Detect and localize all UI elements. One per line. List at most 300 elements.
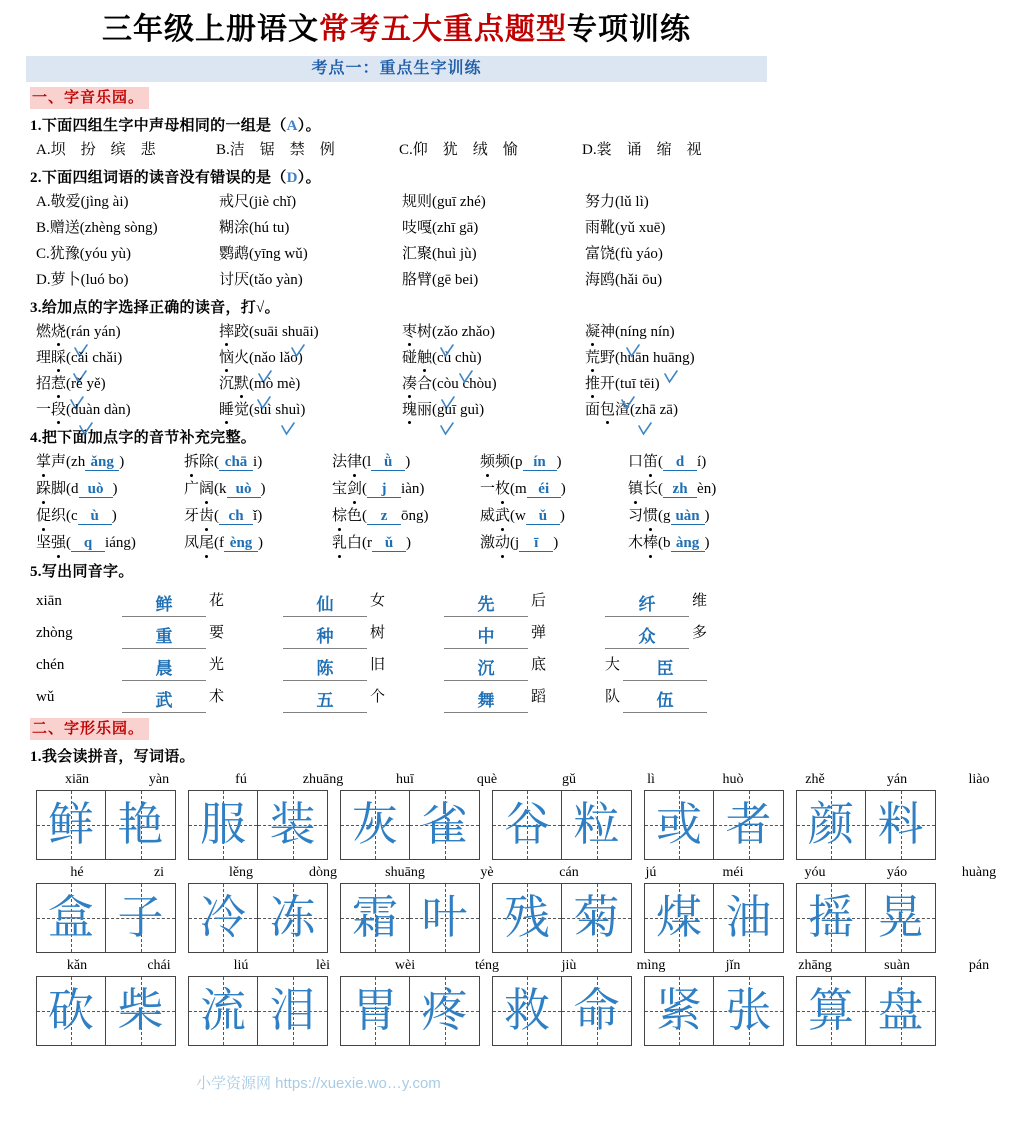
homophone-pinyin: wǔ: [36, 689, 55, 705]
pinyin-choice-item[interactable]: 枣树(zǎo zhǎo): [402, 319, 585, 345]
homophone-cell[interactable]: [283, 681, 444, 713]
pinyin-hint: yán: [886, 772, 908, 787]
written-character: 张: [725, 985, 772, 1036]
character-box[interactable]: [340, 790, 410, 860]
pinyin-choice-item[interactable]: 碰触(cù chù ): [402, 345, 585, 371]
homophone-answer[interactable]: 陈: [283, 658, 367, 681]
character-box[interactable]: [410, 790, 480, 860]
pinyin-hint: shuāng: [385, 865, 425, 880]
question-1-suffix: ）。: [297, 118, 321, 134]
pinyin-choice-item[interactable]: 推开(tuī tēi): [585, 371, 768, 397]
pinyin-hint: gǔ: [562, 772, 576, 787]
homophone-tail: 蹈: [531, 689, 547, 705]
selected-pinyin[interactable]: rán: [71, 319, 90, 345]
selected-pinyin[interactable]: nǎo: [254, 345, 276, 371]
syllable-fill-item[interactable]: 乳白(r ǔ ): [332, 530, 480, 557]
question-3-prompt: 3.给加点的字选择正确的读音，打√。: [30, 300, 280, 316]
written-character: 算: [808, 985, 854, 1036]
title-part2: 专项训练: [567, 13, 691, 46]
pinyin-hint: chái: [147, 958, 171, 973]
character-box[interactable]: [410, 976, 480, 1046]
written-character: 疼: [421, 985, 468, 1036]
pinyin-hint: yáo: [886, 865, 908, 880]
pinyin-choice-item[interactable]: 摔跤(suāi shuāi ): [219, 319, 402, 345]
word-with-pinyin: C.犹豫(yóu yù): [36, 246, 132, 262]
syllable-answer[interactable]: ǔ: [526, 508, 560, 525]
character-box[interactable]: [258, 976, 328, 1046]
check-mark-icon: [281, 422, 295, 436]
pinyin-hint: hé: [70, 865, 84, 880]
word-box-group: [796, 790, 936, 860]
syllable-fill-item[interactable]: 拆除( chā i): [184, 449, 332, 476]
homophone-cell[interactable]: [283, 585, 444, 617]
written-character: 冻: [269, 892, 316, 943]
pinyin-choice-item[interactable]: 瑰丽(guī guì): [402, 397, 585, 423]
pinyin-hint: dòng: [309, 865, 337, 880]
pinyin-writing-grids: [36, 770, 997, 1046]
syllable-answer[interactable]: àng: [671, 535, 705, 552]
syllable-fill-item[interactable]: 棕色( z ōng): [332, 503, 480, 530]
homophone-cell[interactable]: [444, 681, 605, 713]
pinyin-hint: lì: [647, 772, 655, 787]
writing-row: [36, 956, 990, 1046]
syllable-answer[interactable]: ǔ: [372, 535, 406, 552]
syllable-answer[interactable]: éi: [527, 481, 561, 498]
homophone-cell[interactable]: [444, 585, 605, 617]
syllable-fill-item[interactable]: 促织(c ù ): [36, 503, 184, 530]
selected-pinyin[interactable]: huāng: [653, 345, 690, 371]
check-mark-icon: [626, 344, 640, 358]
written-character: 颜: [808, 799, 854, 850]
question-1-options: [36, 137, 767, 163]
homophone-cell[interactable]: [122, 649, 283, 681]
written-character: 谷: [504, 799, 550, 850]
word-box-group: [796, 976, 936, 1046]
syllable-fill-item[interactable]: 口笛( d í): [628, 449, 776, 476]
pinyin-hint: kǎn: [66, 958, 88, 973]
pinyin-option[interactable]: tēi: [639, 376, 655, 392]
character-box[interactable]: [714, 790, 784, 860]
syllable-fill-item[interactable]: 坚强( q iáng): [36, 530, 184, 557]
pinyin-choice-item[interactable]: 一段(duàn dàn): [36, 397, 219, 423]
homophone-pinyin: chén: [36, 657, 65, 673]
homophone-row: [36, 585, 767, 617]
section-two-heading: 二、字形乐园。: [30, 718, 149, 740]
syllable-answer[interactable]: j: [367, 481, 401, 498]
homophone-answer[interactable]: 纤: [605, 594, 689, 617]
pinyin-hint: què: [476, 772, 498, 787]
written-character: 命: [573, 985, 620, 1036]
word-with-pinyin: 汇聚(huì jù): [402, 246, 477, 262]
word-box-group: [340, 976, 480, 1046]
question-2-option-row: [36, 267, 767, 293]
pinyin-hint: zhě: [805, 772, 825, 787]
pinyin-choice-item[interactable]: 理睬(cǎi chǎi): [36, 345, 219, 371]
written-character: 胃: [352, 985, 398, 1036]
character-box[interactable]: [106, 790, 176, 860]
syllable-answer[interactable]: q: [71, 535, 105, 552]
character-box[interactable]: [492, 976, 562, 1046]
question-1-option[interactable]: C.仰 犹 绒 愉: [399, 142, 518, 158]
question-4-prompt: 4.把下面加点字的音节补充完整。: [30, 430, 257, 446]
homophone-answer[interactable]: 重: [122, 626, 206, 649]
character-box[interactable]: [562, 976, 632, 1046]
written-character: 或: [656, 799, 702, 850]
homophone-tail: 光: [209, 657, 225, 673]
question-2-answer[interactable]: D: [286, 170, 298, 186]
pinyin-hint: zhāng: [798, 958, 832, 973]
word-box-group: [340, 883, 480, 953]
syllable-answer[interactable]: chā: [219, 454, 253, 471]
homophone-cell[interactable]: [605, 681, 766, 713]
homophone-row: [36, 681, 767, 713]
pinyin-option[interactable]: nín: [650, 324, 670, 340]
word-with-pinyin: 富饶(fù yáo): [585, 246, 663, 262]
homophone-row: [36, 617, 767, 649]
pinyin-hint: huàng: [961, 865, 997, 880]
section-one: [26, 82, 767, 713]
pinyin-choice-item[interactable]: 招惹(rě yě): [36, 371, 219, 397]
pinyin-hint: yàn: [148, 772, 170, 787]
homophone-cell[interactable]: [122, 585, 283, 617]
word-with-pinyin: 吱嘎(zhī gā): [402, 220, 479, 236]
writing-row: [36, 770, 990, 860]
pinyin-hint: yè: [480, 865, 494, 880]
pinyin-choice-item[interactable]: 凑合(còu chòu): [402, 371, 585, 397]
syllable-answer[interactable]: d: [663, 454, 697, 471]
selected-pinyin[interactable]: zǎo: [437, 319, 458, 345]
pinyin-hint: zhuāng: [302, 772, 344, 787]
syllable-answer[interactable]: èng: [224, 535, 258, 552]
pinyin-hint: téng: [474, 958, 500, 973]
word-box-group: [188, 976, 328, 1046]
question-4-items: [36, 449, 767, 557]
homophone-answer[interactable]: 臣: [623, 658, 707, 681]
written-character: 灰: [352, 799, 398, 850]
selected-pinyin[interactable]: còu: [437, 371, 459, 397]
homophone-pinyin: xiān: [36, 593, 62, 609]
homophone-row: [36, 649, 767, 681]
character-box[interactable]: [796, 790, 866, 860]
selected-pinyin[interactable]: cǎi: [71, 345, 88, 371]
pinyin-choice-row: [36, 319, 767, 345]
character-box[interactable]: [340, 976, 410, 1046]
homophone-cell[interactable]: [605, 585, 766, 617]
homophone-answer[interactable]: 伍: [623, 690, 707, 713]
syllable-fill-item[interactable]: 凤尾(f èng ): [184, 530, 332, 557]
check-mark-icon: [621, 396, 635, 410]
homophone-tail: 维: [692, 593, 708, 609]
written-character: 服: [200, 799, 246, 850]
word-box-group: [492, 883, 632, 953]
homophone-cell[interactable]: [605, 649, 766, 681]
syllable-fill-item[interactable]: 威武(w ǔ ): [480, 503, 628, 530]
pinyin-option[interactable]: guì: [459, 402, 480, 418]
character-box[interactable]: [714, 883, 784, 953]
pinyin-choice-item[interactable]: 荒野(huān huāng ): [585, 345, 768, 371]
pinyin-option[interactable]: suāi: [254, 324, 279, 340]
pinyin-choice-item[interactable]: 凝神(níng nín): [585, 319, 768, 345]
homophone-tail: 术: [209, 689, 225, 705]
written-character: 盘: [877, 985, 924, 1036]
homophone-cell[interactable]: [283, 649, 444, 681]
written-character: 霜: [352, 892, 398, 943]
character-box[interactable]: [866, 883, 936, 953]
pinyin-option[interactable]: chǎi: [92, 350, 118, 366]
selected-pinyin[interactable]: duàn: [71, 397, 100, 423]
syllable-answer[interactable]: z: [367, 508, 401, 525]
pinyin-option[interactable]: mè: [276, 376, 296, 392]
character-box[interactable]: [562, 883, 632, 953]
check-mark-icon: [257, 396, 271, 410]
selected-pinyin[interactable]: mò: [254, 371, 273, 397]
word-box-group: [492, 790, 632, 860]
selected-pinyin[interactable]: guī: [437, 397, 456, 423]
question-5-items: [36, 585, 767, 713]
homophone-answer[interactable]: 中: [444, 626, 528, 649]
syllable-answer[interactable]: ǜ: [371, 454, 405, 471]
selected-pinyin[interactable]: zhā: [635, 397, 656, 423]
syllable-fill-row: [36, 449, 767, 476]
syllable-fill-item[interactable]: 广阔(k uò ): [184, 476, 332, 503]
syllable-answer[interactable]: ch: [219, 508, 253, 525]
written-character: 盒: [48, 892, 94, 943]
pinyin-option[interactable]: zhǎo: [461, 324, 490, 340]
pinyin-choice-item[interactable]: 沉默(mò mè): [219, 371, 402, 397]
written-character: 摇: [808, 892, 854, 943]
written-character: 者: [725, 799, 772, 850]
written-character: 晃: [877, 892, 924, 943]
homophone-tail: 要: [209, 625, 225, 641]
syllable-answer[interactable]: ǎng: [85, 454, 119, 471]
homophone-lead: 队: [605, 689, 621, 705]
word-box-group: [796, 883, 936, 953]
character-box[interactable]: [106, 883, 176, 953]
pinyin-choice-item[interactable]: 燃烧(rán yán): [36, 319, 219, 345]
written-character: 冷: [200, 892, 246, 943]
homophone-tail: 弹: [531, 625, 547, 641]
exam-point-band: 考点一：重点生字训练: [26, 56, 767, 82]
check-mark-icon: [79, 422, 93, 436]
word-with-pinyin: A.敬爱(jìng ài): [36, 194, 129, 210]
word-box-group: [644, 790, 784, 860]
syllable-fill-item[interactable]: 木棒(b àng ): [628, 530, 776, 557]
question-2-options: [36, 189, 767, 293]
pinyin-hint: xiān: [64, 772, 90, 787]
pinyin-option[interactable]: chòu: [462, 376, 492, 392]
written-character: 子: [117, 892, 164, 943]
word-with-pinyin: 鹦鹉(yīng wǔ): [219, 246, 308, 262]
homophone-answer[interactable]: 沉: [444, 658, 528, 681]
selected-pinyin[interactable]: shuāi: [282, 319, 314, 345]
homophone-tail: 旧: [370, 657, 386, 673]
character-box-line: [36, 883, 924, 953]
word-box-group: [36, 976, 176, 1046]
word-box-group: [188, 790, 328, 860]
syllable-fill-row: [36, 503, 767, 530]
pinyin-choice-item[interactable]: 面包渣(zhā zā): [585, 397, 768, 423]
character-box[interactable]: [188, 790, 258, 860]
homophone-cell[interactable]: [122, 681, 283, 713]
section-one-heading: 一、字音乐园。: [30, 87, 149, 109]
homophone-answer[interactable]: 种: [283, 626, 367, 649]
written-character: 残: [504, 892, 550, 943]
pinyin-hint: jú: [645, 865, 657, 880]
pinyin-choice-item[interactable]: 睡觉(suì shuì ): [219, 397, 402, 423]
word-box-group: [36, 790, 176, 860]
written-character: 菊: [573, 892, 620, 943]
pinyin-option[interactable]: suì: [254, 402, 272, 418]
syllable-answer[interactable]: ín: [523, 454, 557, 471]
character-box-line: [36, 976, 924, 1046]
syllable-answer[interactable]: ù: [78, 508, 112, 525]
character-box[interactable]: [188, 976, 258, 1046]
pinyin-hint: pán: [968, 958, 990, 973]
character-box[interactable]: [340, 883, 410, 953]
syllable-fill-item[interactable]: 宝剑( j iàn): [332, 476, 480, 503]
pinyin-hint: méi: [722, 865, 744, 880]
word-with-pinyin: 讨厌(tǎo yàn): [219, 272, 303, 288]
syllable-fill-item[interactable]: 跺脚(d uò ): [36, 476, 184, 503]
pinyin-hint: wèi: [394, 958, 416, 973]
question-2-option-row: [36, 241, 767, 267]
homophone-answer[interactable]: 鲜: [122, 594, 206, 617]
syllable-fill-row: [36, 476, 767, 503]
syllable-answer[interactable]: uò: [79, 481, 113, 498]
pinyin-hint: mìng: [636, 958, 666, 973]
question-2-text: 2.下面四组词语的读音没有错误的是（: [30, 170, 287, 186]
word-with-pinyin: B.赠送(zhèng sòng): [36, 220, 158, 236]
character-box-line: [36, 790, 924, 860]
selected-pinyin[interactable]: tuī: [620, 371, 636, 397]
question-1-answer[interactable]: A: [286, 118, 298, 134]
pinyin-choice-item[interactable]: 恼火(nǎo lǎo): [219, 345, 402, 371]
section-two: [26, 713, 997, 1046]
written-character: 粒: [573, 799, 620, 850]
character-box[interactable]: [492, 883, 562, 953]
syllable-fill-item[interactable]: 一枚(m éi ): [480, 476, 628, 503]
syllable-answer[interactable]: uàn: [671, 508, 705, 525]
word-box-group: [36, 883, 176, 953]
syllable-fill-item[interactable]: 激动(j ī ): [480, 530, 628, 557]
pinyin-hint: cán: [559, 865, 579, 880]
written-character: 柴: [117, 985, 164, 1036]
character-box[interactable]: [492, 790, 562, 860]
word-with-pinyin: 海鸥(hǎi ōu): [585, 272, 663, 288]
pinyin-option[interactable]: zā: [659, 402, 673, 418]
pinyin-hint: lěng: [228, 865, 254, 880]
selected-pinyin[interactable]: shuì: [275, 397, 300, 423]
pinyin-choice-row: [36, 397, 767, 423]
character-box[interactable]: [866, 976, 936, 1046]
writing-row: [36, 863, 997, 953]
homophone-cell[interactable]: [122, 617, 283, 649]
question-1-option[interactable]: B.洁 锯 禁 例: [216, 142, 335, 158]
character-box[interactable]: [106, 976, 176, 1046]
written-character: 油: [725, 892, 772, 943]
syllable-fill-item[interactable]: 掌声(zh ǎng ): [36, 449, 184, 476]
character-box[interactable]: [644, 883, 714, 953]
character-box[interactable]: [410, 883, 480, 953]
character-box[interactable]: [36, 883, 106, 953]
character-box[interactable]: [644, 976, 714, 1046]
word-with-pinyin: 规则(guī zhé): [402, 194, 486, 210]
homophone-tail: 花: [209, 593, 225, 609]
homophone-answer[interactable]: 仙: [283, 594, 367, 617]
homophone-cell[interactable]: [444, 649, 605, 681]
written-character: 雀: [421, 799, 468, 850]
word-box-group: [340, 790, 480, 860]
syllable-answer[interactable]: zh: [663, 481, 697, 498]
pinyin-option[interactable]: yě: [86, 376, 101, 392]
syllable-fill-item[interactable]: 法律(l ǜ ): [332, 449, 480, 476]
character-box[interactable]: [796, 976, 866, 1046]
character-box[interactable]: [36, 790, 106, 860]
check-mark-icon: [459, 370, 473, 384]
pinyin-option[interactable]: lǎo: [279, 350, 298, 366]
character-box[interactable]: [796, 883, 866, 953]
syllable-answer[interactable]: uò: [227, 481, 261, 498]
check-mark-icon: [291, 344, 305, 358]
syllable-fill-item[interactable]: 习惯(g uàn ): [628, 503, 776, 530]
character-box[interactable]: [36, 976, 106, 1046]
homophone-answer[interactable]: 先: [444, 594, 528, 617]
syllable-fill-item[interactable]: 镇长( zh èn): [628, 476, 776, 503]
character-box[interactable]: [258, 790, 328, 860]
word-with-pinyin: 努力(lǔ lì): [585, 194, 649, 210]
syllable-answer[interactable]: ī: [519, 535, 553, 552]
homophone-cell[interactable]: [444, 617, 605, 649]
homophone-tail: 底: [531, 657, 547, 673]
homophone-tail: 个: [370, 689, 386, 705]
homophone-answer[interactable]: 舞: [444, 690, 528, 713]
question-2-suffix: ）。: [297, 170, 321, 186]
pinyin-choice-row: [36, 345, 767, 371]
syllable-fill-item[interactable]: 牙齿( ch ǐ): [184, 503, 332, 530]
homophone-cell[interactable]: [605, 617, 766, 649]
selected-pinyin[interactable]: chù: [455, 345, 477, 371]
homophone-cell[interactable]: [283, 617, 444, 649]
syllable-fill-item[interactable]: 频频(p ín ): [480, 449, 628, 476]
pinyin-option[interactable]: yán: [93, 324, 116, 340]
watermark: 小学资源网 https://xuexie.wo…y.com: [196, 1075, 441, 1092]
pinyin-option[interactable]: dàn: [103, 402, 126, 418]
character-box[interactable]: [258, 883, 328, 953]
character-box[interactable]: [188, 883, 258, 953]
question-1-option[interactable]: A.坝 扮 缤 悲: [36, 142, 156, 158]
character-box[interactable]: [562, 790, 632, 860]
homophone-answer[interactable]: 武: [122, 690, 206, 713]
written-character: 紧: [656, 985, 702, 1036]
word-with-pinyin: D.萝卜(luó bo): [36, 272, 129, 288]
pinyin-hint: liào: [968, 772, 990, 787]
pinyin-option[interactable]: huān: [620, 350, 650, 366]
homophone-tail: 树: [370, 625, 386, 641]
character-box[interactable]: [866, 790, 936, 860]
homophone-answer[interactable]: 五: [283, 690, 367, 713]
homophone-answer[interactable]: 晨: [122, 658, 206, 681]
selected-pinyin[interactable]: rě: [71, 371, 83, 397]
character-box[interactable]: [714, 976, 784, 1046]
homophone-tail: 女: [370, 593, 386, 609]
pinyin-option[interactable]: cù: [437, 350, 452, 366]
selected-pinyin[interactable]: níng: [620, 319, 647, 345]
homophone-answer[interactable]: 众: [605, 626, 689, 649]
question-5-prompt: 5.写出同音字。: [30, 564, 134, 580]
question-1-option[interactable]: D.裳 诵 缩 视: [582, 142, 702, 158]
title-part1: 三年级上册语文: [102, 13, 319, 46]
character-box[interactable]: [644, 790, 714, 860]
